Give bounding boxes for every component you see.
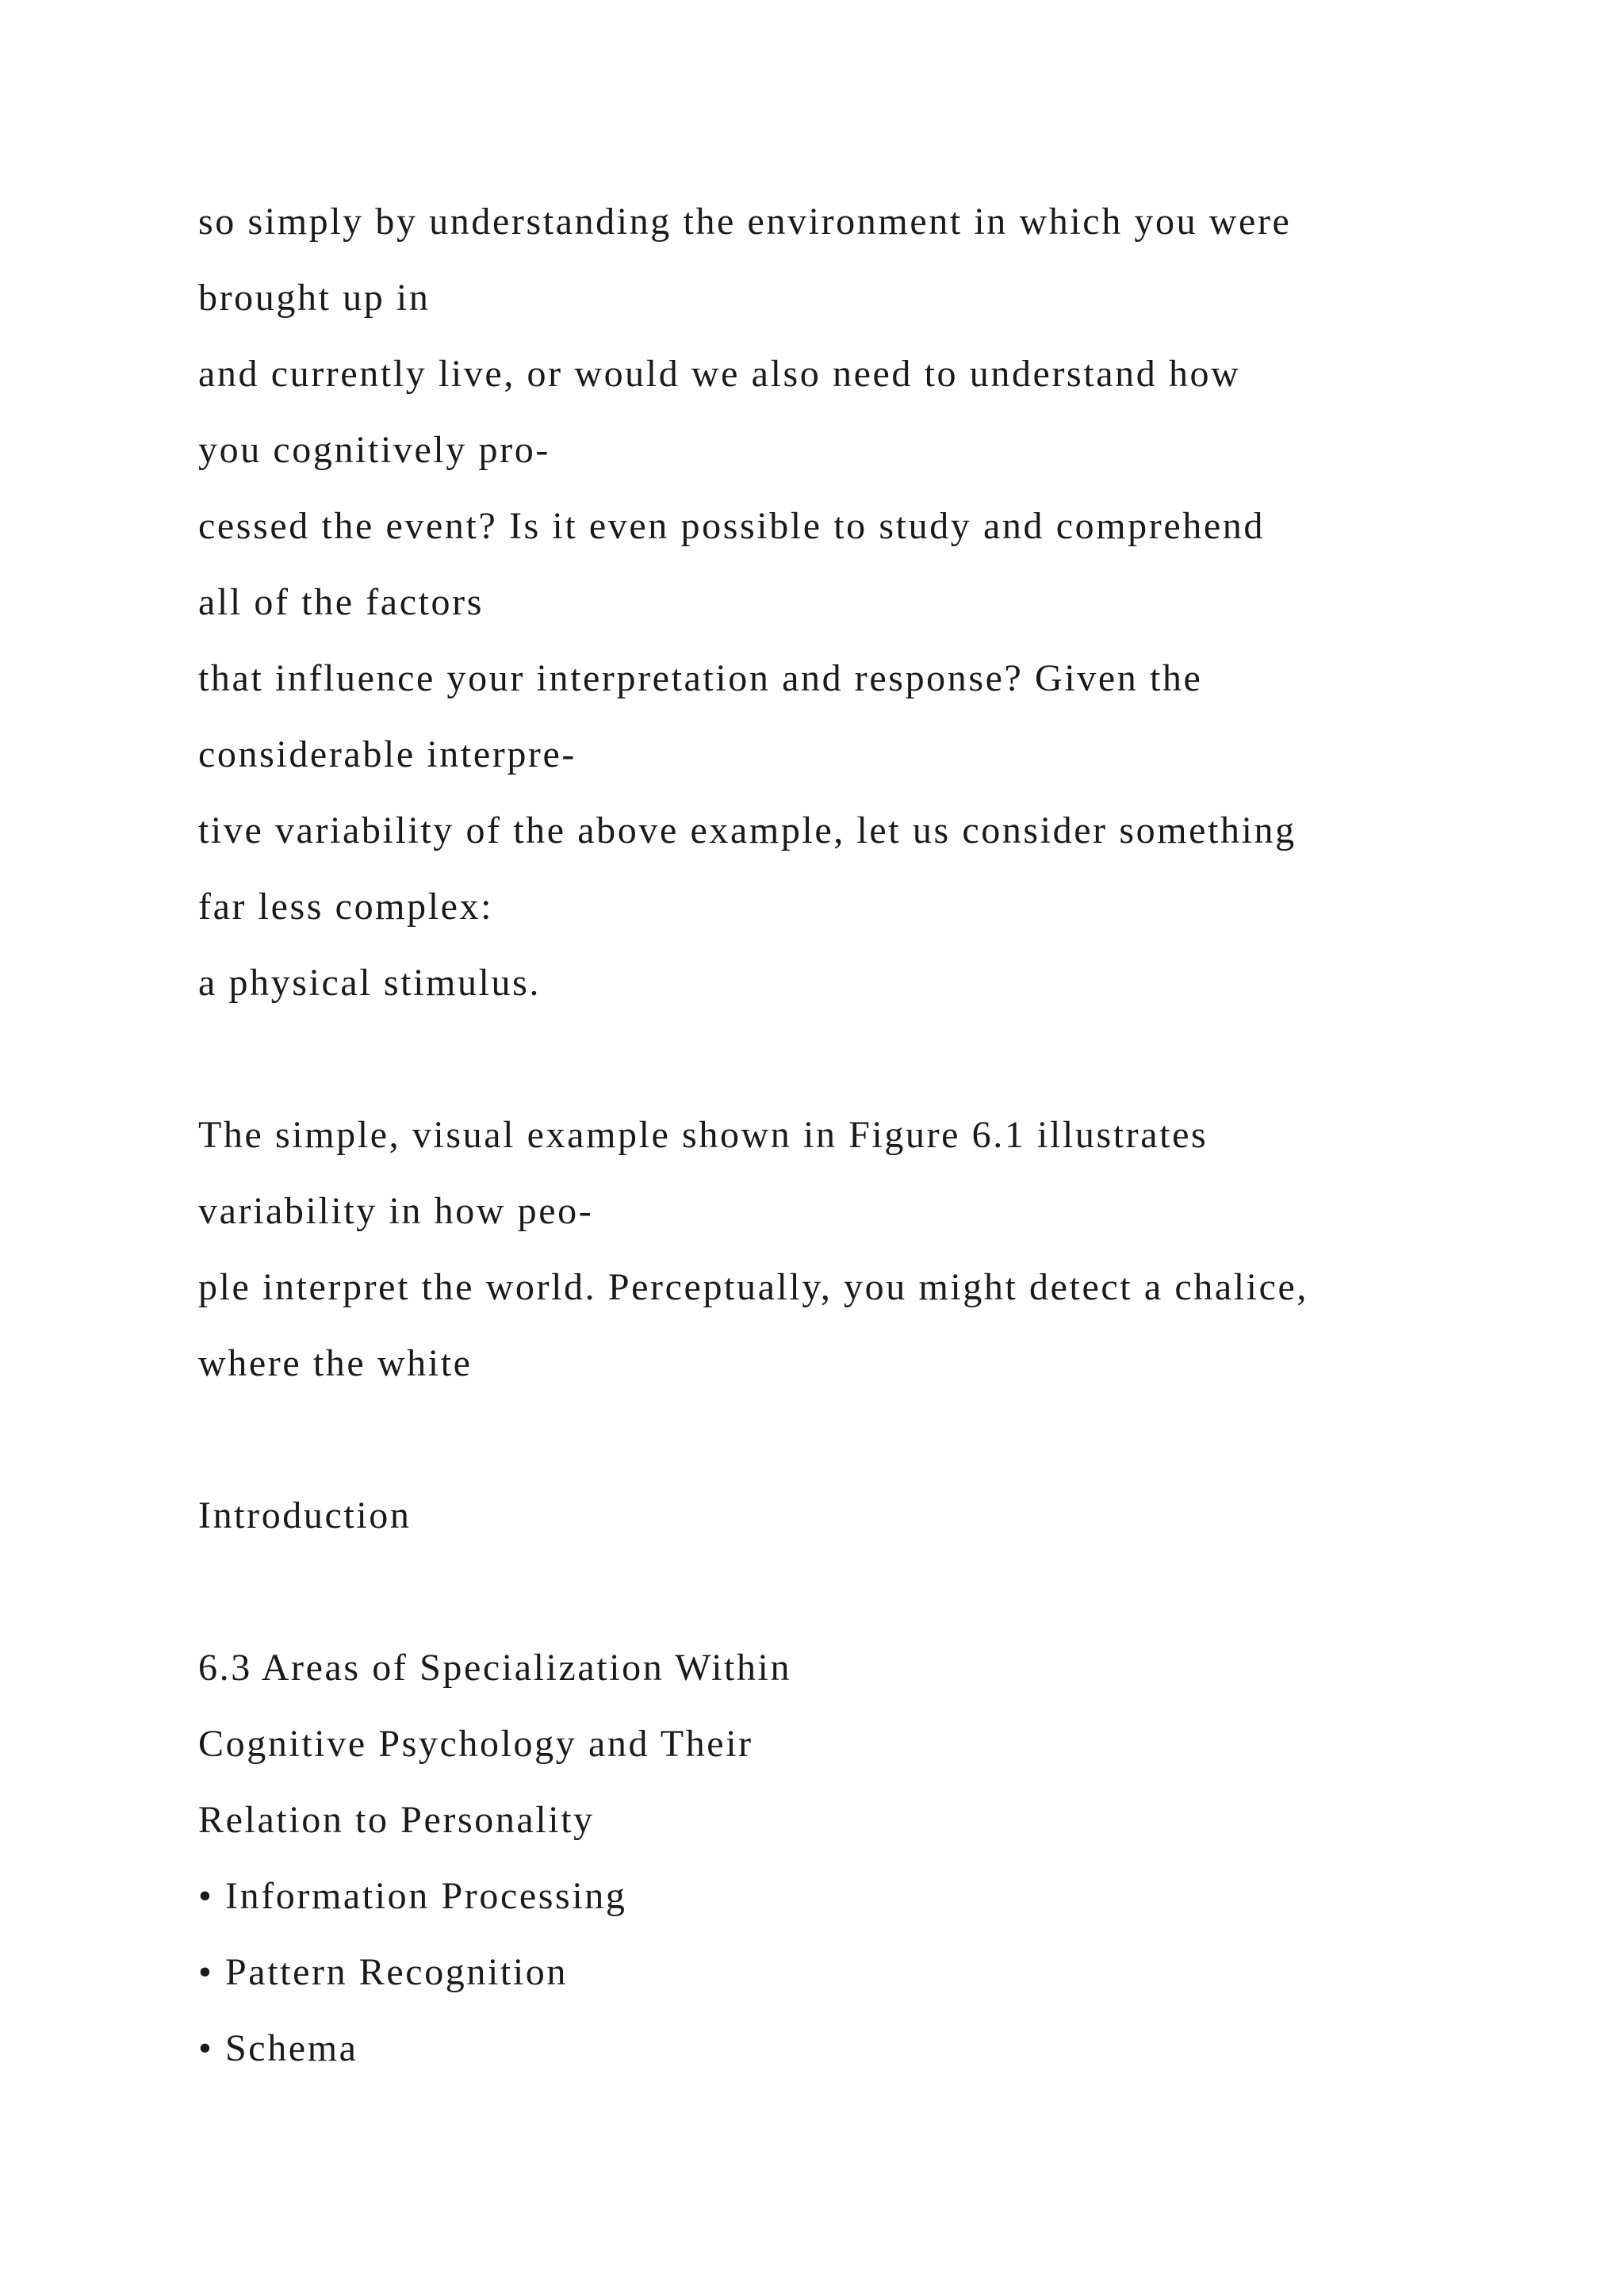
text-line: brought up in bbox=[198, 277, 431, 319]
text-line: a physical stimulus. bbox=[198, 962, 541, 1004]
text-line: The simple, visual example shown in Figure 6.1 illustrates bbox=[198, 1114, 1208, 1156]
paragraph bbox=[198, 1097, 1507, 1402]
text-line: tive variability of the above example, let us consider something bbox=[198, 809, 1297, 851]
text-line: where the white bbox=[198, 1342, 473, 1384]
text-line: considerable interpre- bbox=[198, 733, 576, 775]
text-line: you cognitively pro- bbox=[198, 429, 550, 471]
introduction-label: Introduction bbox=[198, 1494, 412, 1536]
text-line: and currently live, or would we also need to understand how bbox=[198, 353, 1241, 395]
text-line: that influence your interpretation and response? Given the bbox=[198, 657, 1203, 699]
bullet-item: • Schema bbox=[198, 2027, 358, 2069]
paragraph-gap bbox=[198, 1554, 1507, 1630]
text-line: all of the factors bbox=[198, 581, 484, 623]
section-heading bbox=[198, 1630, 1507, 1858]
text-line: so simply by understanding the environment in which you were bbox=[198, 201, 1292, 243]
section-heading-line: 6.3 Areas of Specialization Within bbox=[198, 1647, 792, 1689]
bullet-item: • Information Processing bbox=[198, 1875, 627, 1917]
bullet-list bbox=[198, 1858, 1507, 2087]
text-line: ple interpret the world. Perceptually, you might detect a chalice, bbox=[198, 1266, 1309, 1308]
bullet-item: • Pattern Recognition bbox=[198, 1951, 568, 1993]
text-line: far less complex: bbox=[198, 886, 494, 928]
section-heading-line: Cognitive Psychology and Their bbox=[198, 1723, 753, 1765]
text-line: cessed the event? Is it even possible to study and comprehend bbox=[198, 505, 1265, 547]
paragraph-gap bbox=[198, 1021, 1507, 1097]
paragraph bbox=[198, 184, 1507, 1021]
section-heading-line: Relation to Personality bbox=[198, 1799, 595, 1841]
paragraph-gap bbox=[198, 1402, 1507, 1478]
document-body bbox=[198, 184, 1507, 2087]
text-line: variability in how peo- bbox=[198, 1190, 594, 1232]
